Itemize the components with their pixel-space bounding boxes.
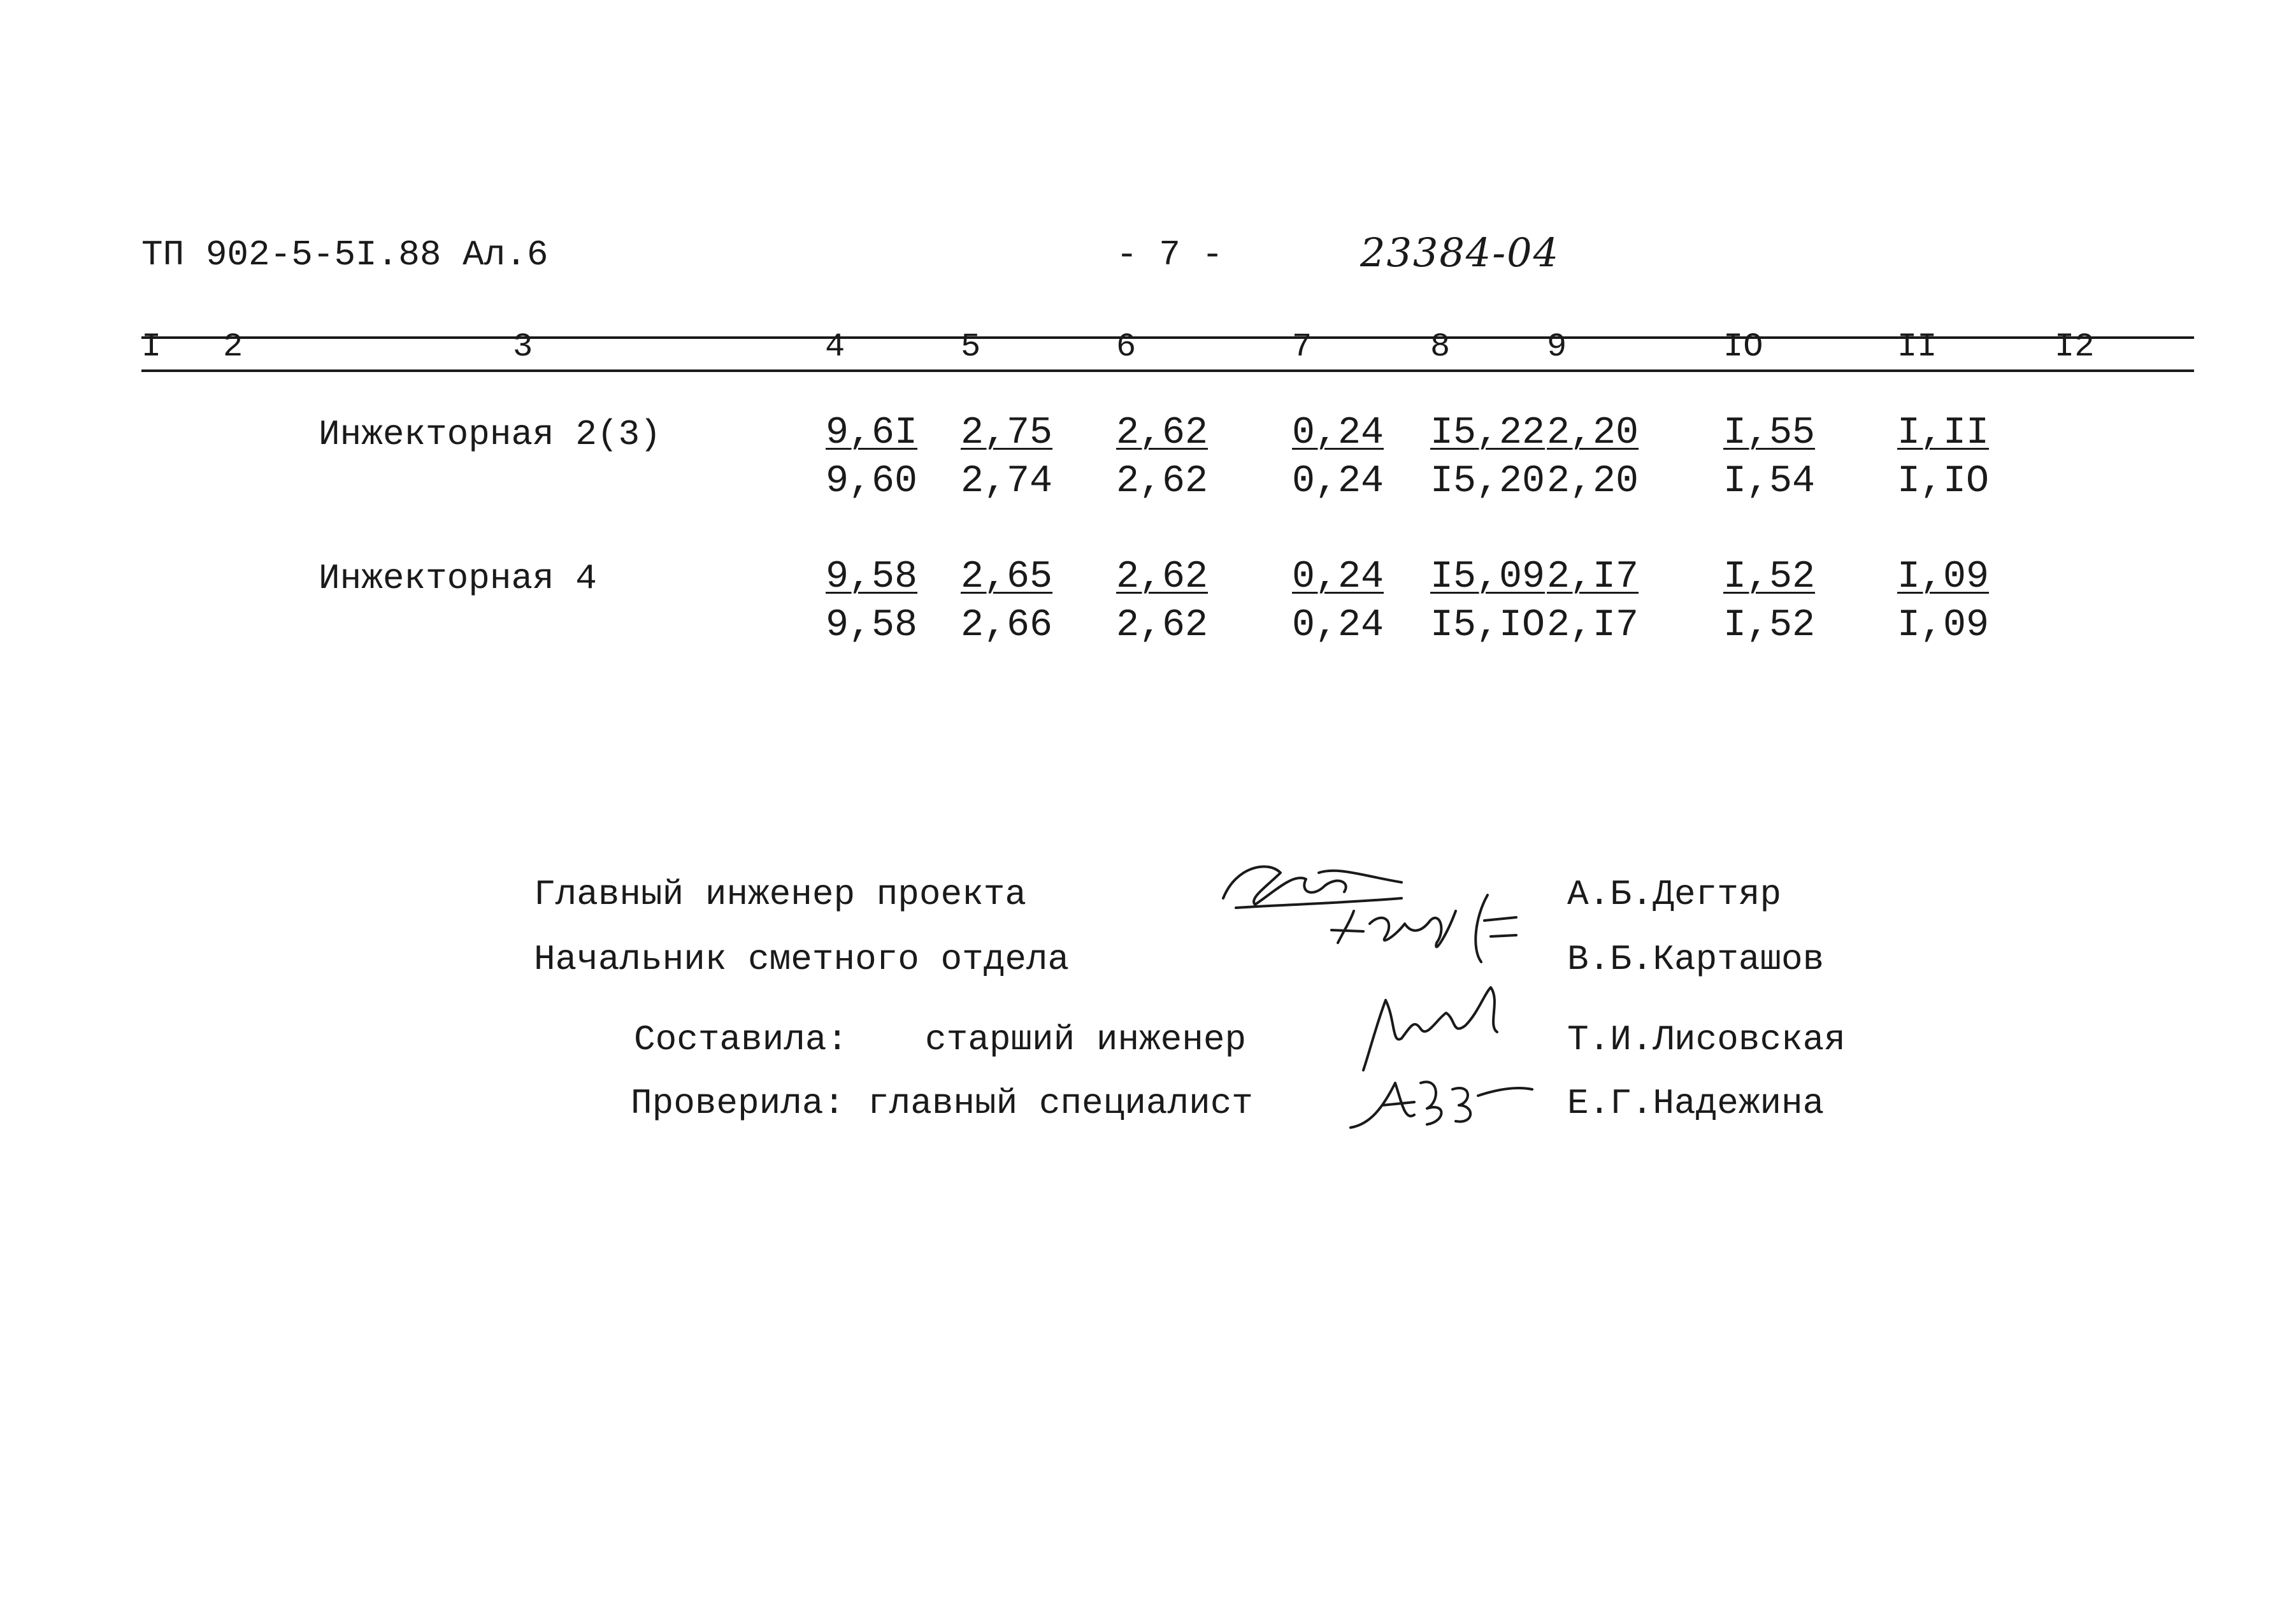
table-header-rule [141,369,2194,372]
cell-value: 0,24 [1292,412,1384,455]
cell-value: 2,20 [1547,412,1639,455]
signature-role: Главный инженер проекта [534,874,1026,915]
cell-value: 2,20 [1547,460,1639,503]
inventory-number: 23384-04 [1360,229,1560,276]
cell-value: 2,62 [1116,412,1209,455]
cell-value: I,09 [1897,556,1990,599]
cell-value: 0,24 [1292,604,1384,647]
cell-value: 0,24 [1292,460,1384,503]
cell-value: I5,IO [1430,604,1546,647]
signature-prefix: Проверила: [631,1083,845,1124]
handwritten-signature [1344,1057,1535,1140]
signature-role: Начальник сметного отдела [534,939,1070,980]
column-number: I [141,328,162,366]
cell-value: I,09 [1897,604,1990,647]
row-label: Инжекторная 2(3) [319,414,661,455]
cell-value: 2,I7 [1547,556,1639,599]
column-number: 3 [513,328,533,366]
column-number: 5 [961,328,981,366]
column-number: IO [1723,328,1763,366]
cell-value: 9,58 [826,556,918,599]
page-number: - 7 - [1116,234,1224,275]
cell-value: 2,66 [961,604,1053,647]
column-number: 9 [1547,328,1567,366]
cell-value: I,54 [1723,460,1816,503]
cell-value: 0,24 [1292,556,1384,599]
cell-value: 2,75 [961,412,1053,455]
signature-role: старший инженер [925,1019,1247,1060]
cell-value: 9,58 [826,604,918,647]
column-number: 6 [1116,328,1137,366]
cell-value: I5,20 [1430,460,1546,503]
cell-value: 2,65 [961,556,1053,599]
cell-value: I,52 [1723,604,1816,647]
cell-value: I5,09 [1430,556,1546,599]
cell-value: I5,22 [1430,412,1546,455]
column-number: 8 [1430,328,1451,366]
cell-value: 2,62 [1116,604,1209,647]
cell-value: I,II [1897,412,1990,455]
handwritten-signature [1325,885,1535,968]
signature-name: Т.И.Лисовская [1567,1019,1846,1060]
cell-value: 2,74 [961,460,1053,503]
column-number: II [1897,328,1937,366]
column-number: 2 [223,328,243,366]
column-number: 4 [825,328,845,366]
column-number: I2 [2055,328,2095,366]
cell-value: 9,6I [826,412,918,455]
cell-value: I,55 [1723,412,1816,455]
signature-name: А.Б.Дегтяр [1567,874,1782,915]
signature-name: Е.Г.Надежина [1567,1083,1825,1124]
cell-value: I,IO [1897,460,1990,503]
signature-name: В.Б.Карташов [1567,939,1825,980]
row-label: Инжекторная 4 [319,558,597,599]
signature-role: главный специалист [868,1083,1253,1124]
cell-value: 2,62 [1116,556,1209,599]
cell-value: 2,I7 [1547,604,1639,647]
cell-value: 9,60 [826,460,918,503]
cell-value: 2,62 [1116,460,1209,503]
column-number: 7 [1292,328,1312,366]
table-top-rule [141,336,2194,339]
signature-prefix: Составила: [634,1019,849,1060]
cell-value: I,52 [1723,556,1816,599]
document-code: ТП 902-5-5I.88 Ал.6 [141,234,549,275]
